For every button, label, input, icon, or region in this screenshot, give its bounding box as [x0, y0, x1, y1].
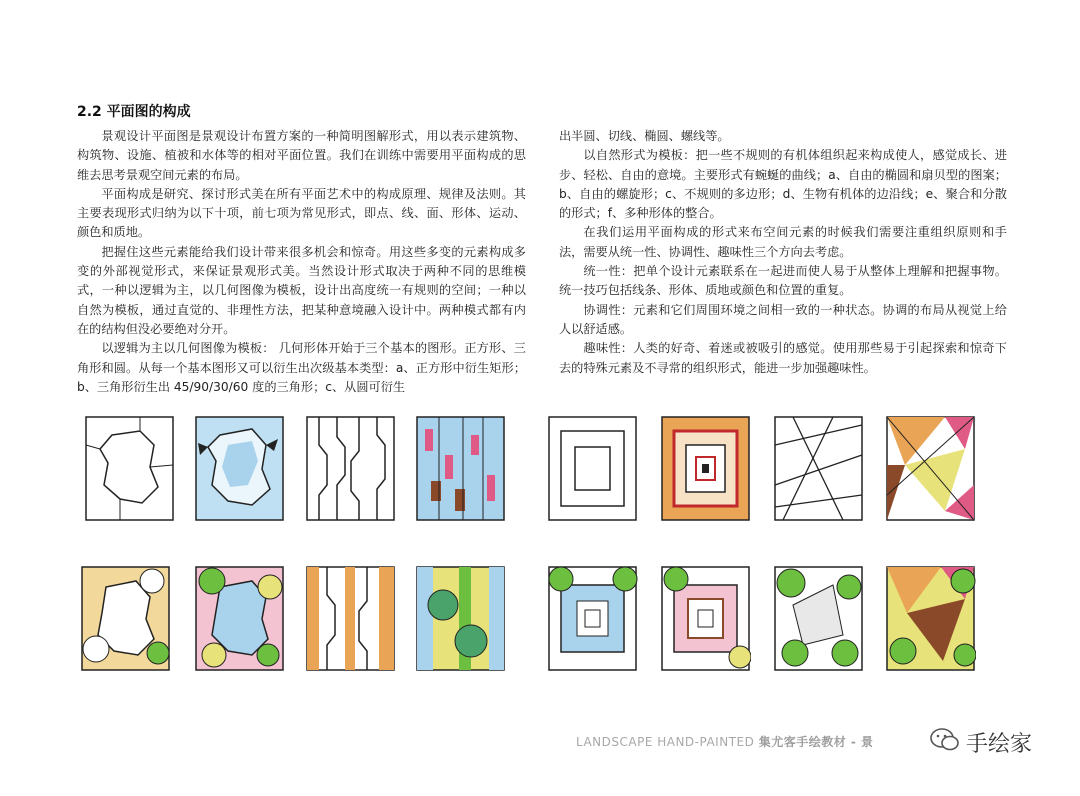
- footer-chinese: 集尤客手绘教材 - 景: [758, 735, 874, 749]
- sketch-geometric-lines: [305, 415, 396, 522]
- paragraph: 出半圆、切线、椭圆、螺线等。: [559, 129, 730, 143]
- right-text-column: [559, 127, 1007, 378]
- plan-geometric-paths: [305, 565, 396, 672]
- plan-geometric-green: [415, 565, 506, 672]
- paragraph: 把握住这些元素能给我们设计带来很多机会和惊奇。用这些多变的元素构成多变的外部视觉形式，来保证景观形式美。当然设计形式取决于两种不同的思维模式，一种以逻辑为主，以几何图像为模板，设计出高度统一有规则的空间；一种以自然为模板，通过直觉的、非理性方法，把某种意境融入设计中。两种模式都有内在的结构但没必要绝对分开。: [77, 244, 526, 336]
- sketch-triangles-colored: [885, 415, 976, 522]
- sketch-geometric-colored: [415, 415, 506, 522]
- wechat-logo-icon: [930, 727, 960, 757]
- paragraph: 趣味性：人类的好奇、着迷或被吸引的感觉。使用那些易于引起探索和惊奇下去的特殊元素及不寻常的组织形式，能进一步加强趣味性。: [559, 341, 1007, 375]
- paragraph: 以逻辑为主以几何图像为模板： 几何形体开始于三个基本的图形。正方形、三角形和圆。从每一个基本图形又可以衍生出次级基本类型：a、正方形中衍生矩形；b、三角形衍生出 45/90/30/60 度的三角形；c、从圆可衍生: [77, 341, 526, 394]
- paragraph: 在我们运用平面构成的形式来布空间元素的时候我们需要注重组织原则和手法，需要从统一性、协调性、趣味性三个方向去考虑。: [559, 225, 1007, 259]
- plan-triangles-trees: [885, 565, 976, 672]
- plan-organic-water-trees: [194, 565, 285, 672]
- watermark-text: 手绘家: [966, 731, 1033, 757]
- plan-crossing-trees: [773, 565, 864, 672]
- footer-latin: LANDSCAPE HAND-PAINTED: [576, 735, 755, 749]
- plan-concentric-trees: [547, 565, 638, 672]
- watermark: [930, 724, 1032, 760]
- paragraph: 协调性：元素和它们周围环境之间相一致的一种状态。协调的布局从视觉上给人以舒适感。: [559, 302, 1007, 336]
- paragraph: 平面构成是研究、探讨形式美在所有平面艺术中的构成原理、规律及法则。其主要表现形式归纳为以下十项，前七项为常见形式，即点、线、面、形体、运动、颜色和质地。: [77, 186, 526, 240]
- plan-organic-trees: [80, 565, 171, 672]
- plan-concentric-pink: [660, 565, 751, 672]
- footer-caption: [576, 733, 874, 750]
- sketch-concentric-squares: [547, 415, 638, 522]
- paragraph: 以自然形式为模板：把一些不规则的有机体组织起来构成使人，感觉成长、进步、轻松、自由的意境。主要形式有蜿蜒的曲线；a、自由的椭圆和扇贝型的图案；b、自由的螺旋形；c、不规则的多边形；d、生物有机体的边沿线；e、聚合和分散的形式；f、多种形体的整合。: [559, 148, 1007, 221]
- section-heading: 2.2 平面图的构成: [77, 104, 191, 120]
- paragraph: 景观设计平面图是景观设计布置方案的一种简明图解形式，用以表示建筑物、构筑物、设施、植被和水体等的相对平面位置。我们在训练中需要用平面构成的思维去思考景观空间元素的布局。: [77, 129, 526, 182]
- sketch-organic-outline: [84, 415, 175, 522]
- paragraph: 统一性：把单个设计元素联系在一起进而使人易于从整体上理解和把握事物。统一技巧包括线条、形体、质地或颜色和位置的重复。: [559, 264, 1007, 298]
- sketch-organic-water: [194, 415, 285, 522]
- sketch-crossing-lines: [773, 415, 864, 522]
- left-text-column: [77, 127, 526, 397]
- sketch-concentric-colored: [660, 415, 751, 522]
